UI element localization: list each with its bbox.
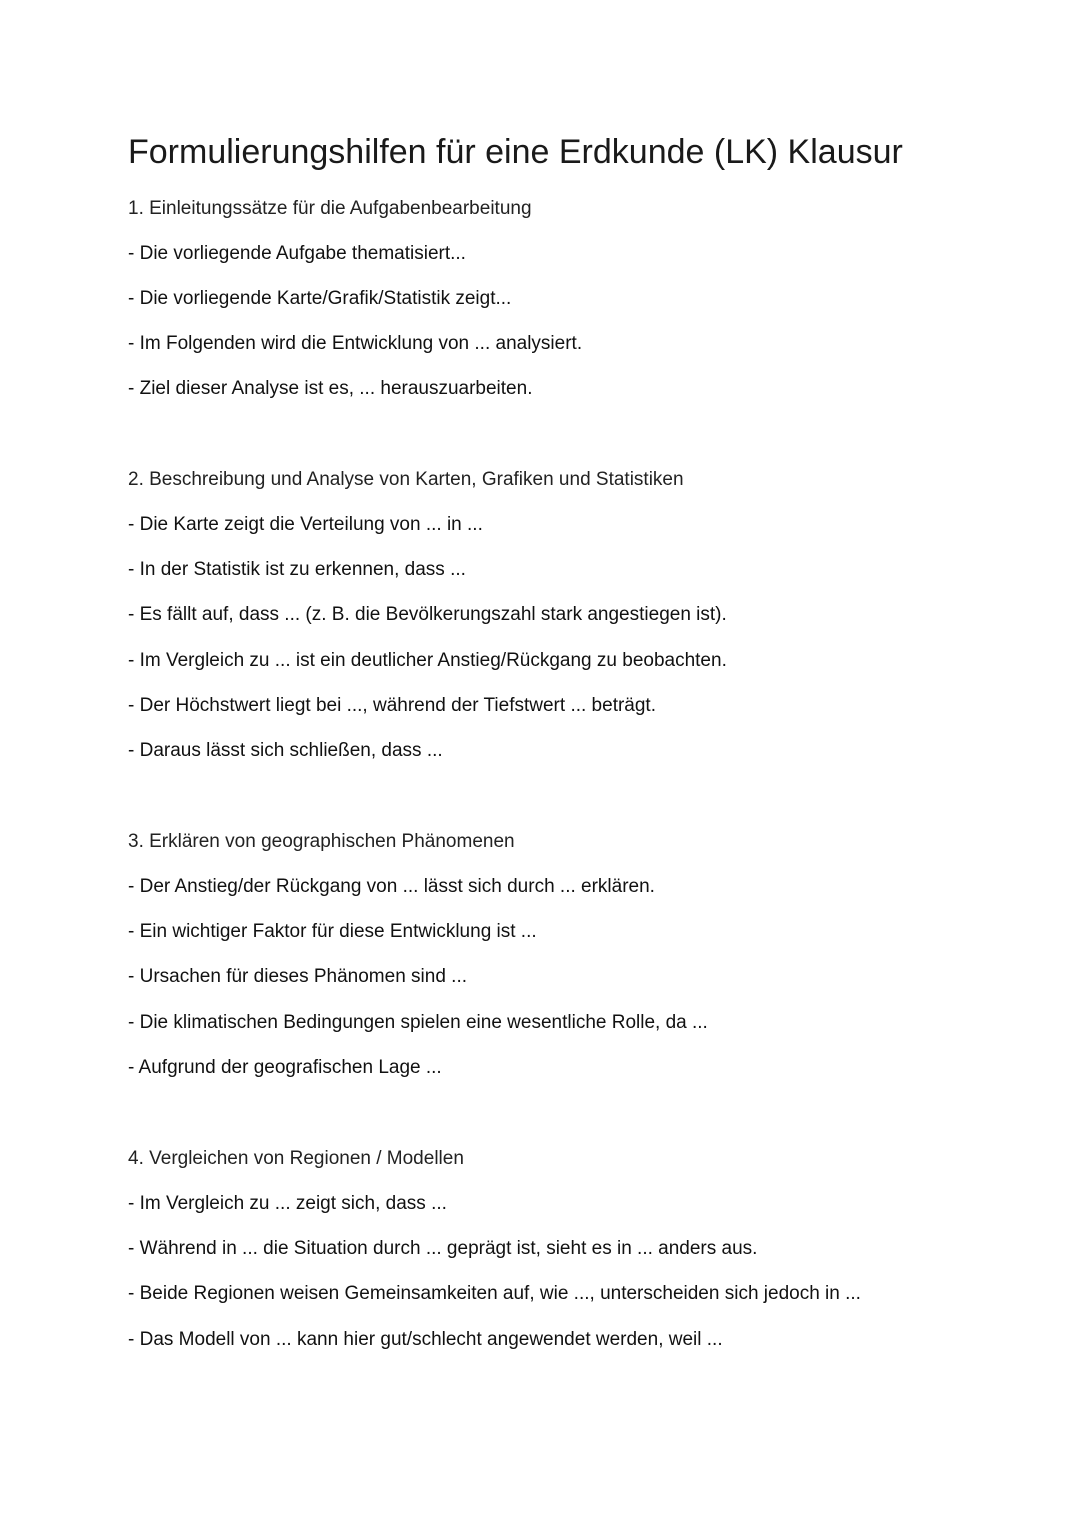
list-item: - Im Vergleich zu ... ist ein deutlicher Anstieg/Rückgang zu beobachten. [128, 650, 727, 671]
list-item: - Die klimatischen Bedingungen spielen eine wesentliche Rolle, da ... [128, 1012, 708, 1033]
section-heading-2: 2. Beschreibung und Analyse von Karten, Grafiken und Statistiken [128, 469, 684, 490]
list-item: - Das Modell von ... kann hier gut/schlecht angewendet werden, weil ... [128, 1329, 723, 1350]
page-title: Formulierungshilfen für eine Erdkunde (LK) Klausur [128, 133, 903, 171]
list-item: - In der Statistik ist zu erkennen, dass ... [128, 559, 466, 580]
section-heading-4: 4. Vergleichen von Regionen / Modellen [128, 1148, 464, 1169]
list-item: - Die vorliegende Aufgabe thematisiert... [128, 243, 466, 264]
list-item: - Beide Regionen weisen Gemeinsamkeiten auf, wie ..., unterscheiden sich jedoch in ... [128, 1283, 861, 1304]
list-item: - Die vorliegende Karte/Grafik/Statistik zeigt... [128, 288, 512, 309]
list-item: - Ursachen für dieses Phänomen sind ... [128, 966, 468, 987]
list-item: - Während in ... die Situation durch ... geprägt ist, sieht es in ... anders aus. [128, 1238, 758, 1259]
list-item: - Im Vergleich zu ... zeigt sich, dass ... [128, 1193, 447, 1214]
section-heading-3: 3. Erklären von geographischen Phänomenen [128, 831, 515, 852]
section-heading-1: 1. Einleitungssätze für die Aufgabenbearbeitung [128, 198, 532, 219]
list-item: - Im Folgenden wird die Entwicklung von ... analysiert. [128, 333, 583, 354]
list-item: - Die Karte zeigt die Verteilung von ... in ... [128, 514, 483, 535]
list-item: - Es fällt auf, dass ... (z. B. die Bevölkerungszahl stark angestiegen ist). [128, 604, 727, 625]
list-item: - Der Anstieg/der Rückgang von ... lässt sich durch ... erklären. [128, 876, 655, 897]
list-item: - Der Höchstwert liegt bei ..., während der Tiefstwert ... beträgt. [128, 695, 656, 716]
list-item: - Ein wichtiger Faktor für diese Entwicklung ist ... [128, 921, 537, 942]
list-item: - Ziel dieser Analyse ist es, ... herauszuarbeiten. [128, 378, 533, 399]
list-item: - Daraus lässt sich schließen, dass ... [128, 740, 443, 761]
list-item: - Aufgrund der geografischen Lage ... [128, 1057, 442, 1078]
